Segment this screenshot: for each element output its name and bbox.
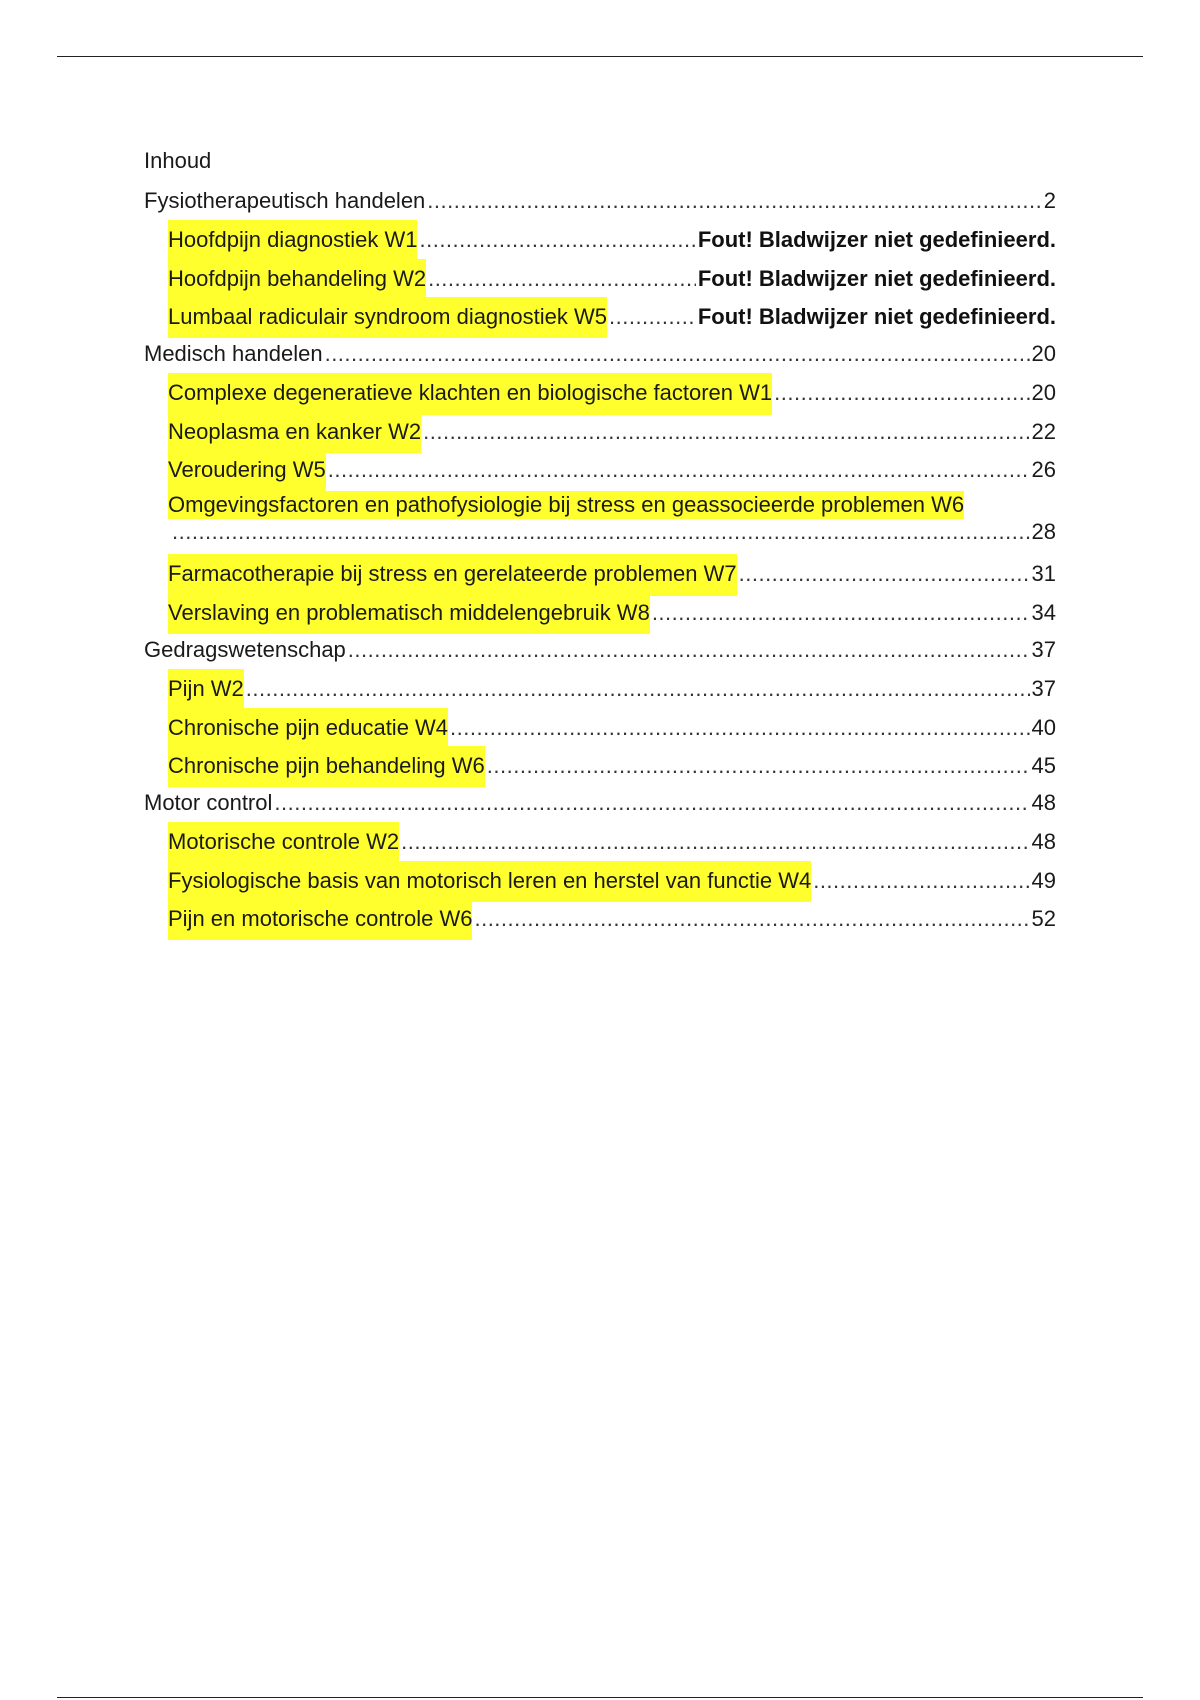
toc-leader-dots — [474, 900, 1029, 938]
toc-page-number: 2 — [1043, 188, 1056, 213]
toc-entry-label: Motorische controle W2 — [168, 822, 399, 863]
toc-entry-fysiologische-basis[interactable] — [144, 861, 1056, 899]
toc-entry-medisch-handelen[interactable] — [144, 335, 1056, 373]
toc-entry-hoofdpijn-behandeling[interactable] — [144, 259, 1056, 297]
toc-bookmark-error: Fout! Bladwijzer niet gedefinieerd. — [697, 227, 1056, 253]
toc-leader-dots — [652, 594, 1030, 632]
toc-entry-label: Veroudering W5 — [168, 450, 326, 491]
toc-leader-dots — [274, 784, 1029, 822]
toc-entry-label: Chronische pijn behandeling W6 — [168, 746, 485, 787]
toc-leader-dots — [450, 709, 1029, 747]
toc-entry-label: Pijn en motorische controle W6 — [168, 899, 472, 940]
toc-entry-motorische-controle[interactable] — [144, 822, 1056, 860]
toc-page-number: 22 — [1031, 418, 1056, 444]
toc-leader-dots — [427, 182, 1041, 220]
toc-page-number: 37 — [1031, 636, 1056, 662]
toc-page-number: 52 — [1031, 906, 1056, 932]
toc-page-number: 26 — [1031, 457, 1056, 483]
toc-entry-label: Neoplasma en kanker W2 — [168, 412, 421, 453]
toc-leader-dots — [774, 374, 1029, 412]
toc-entry-label: Omgevingsfactoren en pathofysiologie bij stress en geassocieerde problemen W6 — [168, 492, 965, 518]
toc-page-number: 20 — [1031, 341, 1056, 367]
toc-entry-label: Fysiotherapeutisch handelen — [144, 188, 426, 213]
toc-entry-neoplasma-en-kanker[interactable] — [144, 412, 1056, 450]
toc-page-number: 48 — [1031, 790, 1056, 816]
toc-entry-gedragswetenschap[interactable] — [144, 631, 1056, 669]
toc-entry-label: Gedragswetenschap — [144, 636, 346, 662]
toc-leader-dots — [419, 221, 695, 259]
toc-heading: Inhoud — [144, 148, 212, 173]
toc-bookmark-error: Fout! Bladwijzer niet gedefinieerd. — [697, 265, 1056, 291]
toc-entry-complexe-degeneratieve-klachten[interactable] — [144, 373, 1056, 411]
toc-leader-dots — [401, 823, 1029, 861]
toc-entry-farmacotherapie[interactable] — [144, 554, 1056, 592]
toc-entry-label: Verslaving en problematisch middelengebruik W8 — [168, 593, 650, 634]
toc-entry-label: Hoofdpijn behandeling W2 — [168, 259, 426, 300]
toc-leader-dots — [325, 335, 1030, 373]
toc-entry-label: Medisch handelen — [144, 341, 323, 367]
toc-leader-dots — [487, 747, 1030, 785]
toc-leader-dots — [609, 298, 696, 336]
toc-leader-dots — [348, 631, 1030, 669]
toc-page-number: 37 — [1031, 676, 1056, 702]
toc-page-number: 45 — [1031, 752, 1056, 778]
toc-entry-label: Lumbaal radiculair syndroom diagnostiek W5 — [168, 297, 607, 338]
toc-leader-dots — [813, 862, 1029, 900]
toc-leader-dots — [328, 451, 1030, 489]
toc-bookmark-error: Fout! Bladwijzer niet gedefinieerd. — [697, 303, 1056, 329]
toc-page-number: 20 — [1031, 380, 1056, 406]
toc-leader-dots — [246, 670, 1030, 708]
toc-leader-dots — [428, 260, 696, 298]
toc-leader-dots — [172, 518, 1030, 545]
toc-entry-hoofdpijn-diagnostiek[interactable] — [144, 220, 1056, 258]
footer-rule — [57, 1697, 1143, 1698]
toc-leader-dots — [423, 413, 1029, 451]
toc-entry-lumbaal-radiculair[interactable] — [144, 297, 1056, 335]
toc-entry-pijn[interactable] — [144, 669, 1056, 707]
toc-page-number: 40 — [1031, 714, 1056, 740]
toc-entry-label: Fysiologische basis van motorisch leren en herstel van functie W4 — [168, 861, 811, 902]
toc-entry-label: Motor control — [144, 790, 273, 816]
toc-page-number: 49 — [1031, 867, 1056, 893]
toc-leader-dots — [739, 555, 1030, 593]
toc-entry-chronische-pijn-educatie[interactable] — [144, 708, 1056, 746]
toc-entry-pijn-en-motorische-controle[interactable] — [144, 899, 1056, 937]
toc-page-number: 28 — [1031, 519, 1056, 545]
toc-entry-veroudering[interactable] — [144, 450, 1056, 488]
toc-entry-label: Farmacotherapie bij stress en gerelateerde problemen W7 — [168, 554, 737, 595]
toc-page-number: 31 — [1031, 561, 1056, 587]
toc-entry-fysiotherapeutisch-handelen[interactable] — [144, 182, 1056, 220]
toc-page-number: 34 — [1031, 599, 1056, 625]
toc-page-number: 48 — [1031, 829, 1056, 855]
toc-entry-omgevingsfactoren[interactable] — [144, 488, 1056, 554]
toc-entry-label: Hoofdpijn diagnostiek W1 — [168, 220, 417, 261]
toc-entry-label: Chronische pijn educatie W4 — [168, 708, 448, 749]
toc-entry-verslaving[interactable] — [144, 593, 1056, 631]
header-rule — [57, 56, 1143, 57]
toc-entry-label: Pijn W2 — [168, 669, 244, 710]
toc-entry-chronische-pijn-behandeling[interactable] — [144, 746, 1056, 784]
toc-entry-motor-control[interactable] — [144, 784, 1056, 822]
toc-entry-label: Complexe degeneratieve klachten en biologische factoren W1 — [168, 373, 772, 414]
table-of-contents — [144, 144, 1056, 937]
